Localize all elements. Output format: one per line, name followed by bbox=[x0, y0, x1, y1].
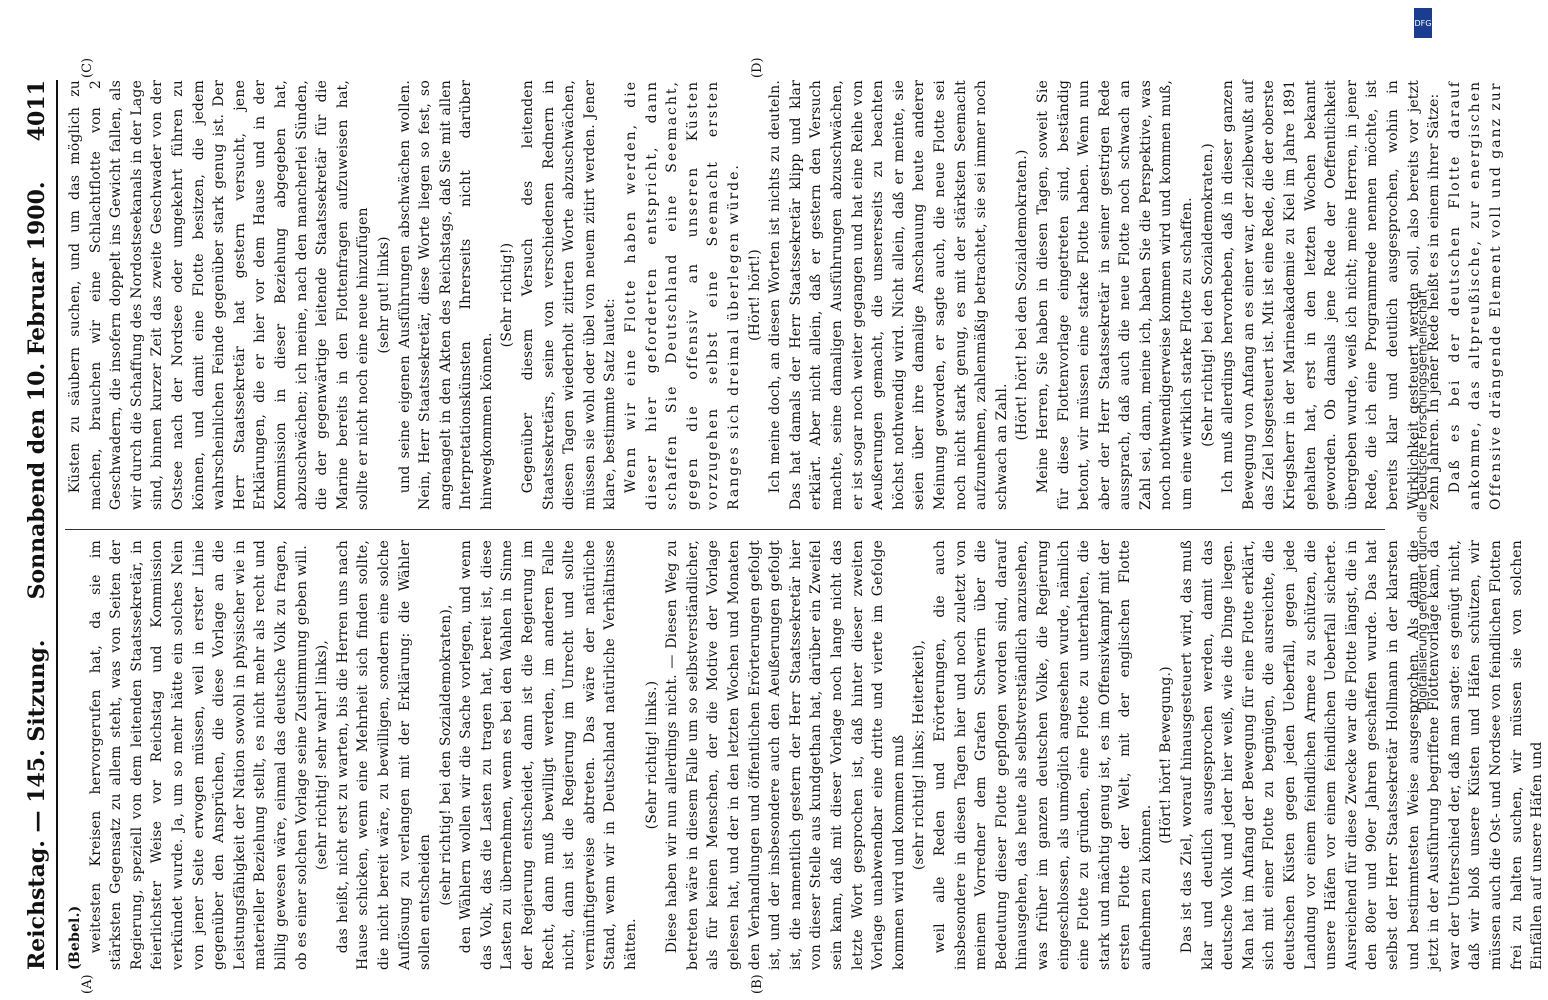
paragraph: Das ist das Ziel, worauf hinausgesteuert wird, das muß klar und deutlich ausgesprochen werden, damit das deutsche Volk und jeder hier weiß, wie die Dinge liegen. Man hat im Anfang der Bewegung für eine Flotte erklärt, sich mit einer Flotte zu begnügen, die ausreichte, die deutschen Küsten gegen jeden Ueberfall, gegen jede Landung vor einem feindlichen Armee zu schützen, die unsere Häfen vor einem feindlichen Ueberfall sicherte. Ausreichend für diese Zwecke war die Flotte längst, die in den 80er und 90er Jahren geschaffen wurde. Das hat selbst der Herr Staatssekretär Hollmann in der klarsten und bestimmtesten Weise ausgesprochen. Als dann die jetzt in der Ausführung begriffene Flottenvorlage kam, da war der Unterschied der, daß man sagte: es genügt nicht, daß wir bloß unsere Küsten und Häfen schützen, wir müssen auch die Ost- und Nordsee von feindlichen Flotten frei zu halten suchen, wir müssen sie von solchen Einfällen auf unsere Häfen und bbox=[1179, 540, 1546, 970]
paragraph: Küsten zu säubern suchen, und um das möglich zu machen, brauchen wir eine Schlachtflotte von 2 Geschwadern, die insofern doppelt ins Gewicht fallen, als wir durch die Schaffung des Nordostseekanals in der Lage sind, binnen kurzer Zeit das zweite Geschwader von der Ostsee nach der Nordsee oder umgekehrt führen zu können, und damit eine Flotte besitzen, die jedem wahrscheinlichen Feinde gegenüber stark genug ist. Der Herr Staatssekretär hat gestern versucht, jene Erklärungen, die er hier vor dem Hause und in der Kommission in dieser Beziehung abgegeben hat, abzuschwächen; ich meine, nach den mancherlei Sünden, die der gegenwärtige leitende Staatssekretär für die Marine bereits in den Flottenfragen aufzuweisen hat, sollte er nicht noch eine neue hinzufügen bbox=[67, 80, 372, 510]
dfg-logo: DFG bbox=[1414, 8, 1432, 38]
paragraph: Ich muß allerdings hervorheben, daß in dieser ganzen Bewegung von Anfang an es einer war, der zielbewußt auf das Ziel losgesteuert ist. Mit ist eine Rede, die der oberste Kriegsherr in der Marineakademie zu Kiel im Jahre 1891 gehalten hat, erst in den letzten Wochen bekannt geworden. Ob damals jene Rede der Oeffentlichkeit übergeben wurde, weiß ich nicht; meine Herren, in jener Rede, die ich eine Programmrede nennen möchte, ist bereits klar und deutlich ausgesprochen, wohin in Wirklichkeit gesteuert werden soll, also bereits vor jetzt zehn Jahren. In jener Rede heißt es in einem ihrer Sätze: bbox=[1220, 80, 1443, 510]
margin-letter-d: (D) bbox=[750, 57, 765, 78]
header-left: Reichstag. — 145. Sitzung. bbox=[24, 639, 50, 970]
speaker-label: (Bebel.) bbox=[67, 905, 83, 970]
quotation: Daß es bei der deutschen Flotte darauf ankomme, das altpreußische, zur energischen Offensive drängende Element voll und ganz zur bbox=[1446, 80, 1504, 510]
interjection: (Hört! hört! Bewegung.) bbox=[1158, 666, 1175, 844]
interjection: (sehr gut! links) bbox=[375, 236, 392, 354]
interjection: (sehr richtig! bei den Sozialdemokraten), bbox=[437, 604, 454, 906]
margin-letter-c: (C) bbox=[80, 57, 95, 78]
header-date: Sonnabend den 10. Februar 1900. bbox=[24, 181, 50, 600]
interjection: (Sehr richtig!) bbox=[499, 242, 516, 348]
margin-letter-a: (A) bbox=[80, 974, 95, 994]
paragraph: weitesten Kreisen hervorgerufen hat, da sie im stärksten Gegensatz zu allem steht, was von Seiten der Regierung, speziell von dem leitenden Staatssekretär, in feierlichster Weise vor Reichstag und Kommission verkündet wurde. Ja, um so mehr hätte ein solches Nein von jener Seite erwogen müssen, weil in erster Linie gegenüber den Ansprüchen, die diese Vorlage an die Leistungsfähigkeit der Nation sowohl in physischer wie in materieller Beziehung stellt, es nicht mehr als recht und billig gewesen wäre, einmal das deutsche Volk zu fragen, ob es einer solchen Vorlage seine Zustimmung geben will. bbox=[87, 540, 310, 970]
paragraph: Meine Herren, Sie haben in diesen Tagen, soweit Sie für diese Flottenvorlage eingetreten sind, beständig betont, wir müssen eine starke Flotte haben. Wenn nun aber der Herr Staatssekretär in seiner gestrigen Rede aussprach, daß auch die neue Flotte noch schwach an Zahl sei, dann, meine ich, haben Sie die Perspektive, was noch nothwendigerweise kommen wird und kommen muß, um eine wirklich starke Flotte zu schaffen. bbox=[1034, 80, 1196, 510]
left-column bbox=[65, 540, 1546, 970]
interjection: (Hört! hört!) bbox=[746, 249, 763, 341]
digitization-credit bbox=[1410, 0, 1434, 1000]
page-header bbox=[10, 80, 58, 970]
column-divider bbox=[65, 529, 1385, 530]
quotation: Wenn wir eine Flotte haben werden, die dieser hier geforderten entspricht, dann schaffen Sie Deutschland eine Seemacht, gegen die offensiv an unseren Küsten vorzugehen selbst eine Seemacht ersten Ranges sich dreimal überlegen würde. bbox=[623, 80, 742, 510]
paragraph: weil alle Reden und Erörterungen, die auch insbesondere in diesen Tagen hier und noch zuletzt von meinem Vorredner dem Grafen Schwerin über die Bedeutung dieser Flotte gepflogen worden sind, darauf hinausgehen, das heute als selbstverständlich anzusehen, was früher im ganzen deutschen Volke, die Regierung eingeschlossen, als unmöglich angesehen wurde, nämlich eine Flotte zu gründen, eine Flotte zu unterhalten, die stark und mächtig genug ist, es im Offensivkampf mit der ersten Flotte der Welt, mit der englischen Flotte aufnehmen zu können. bbox=[931, 540, 1154, 970]
interjection: (sehr richtig! links; Heiterkeit), bbox=[911, 639, 928, 871]
interjection: (sehr richtig! sehr wahr! links), bbox=[314, 639, 331, 871]
paragraph: Ich meine doch, an diesen Worten ist nichts zu deuteln. Das hat damals der Herr Staatssekretär klipp und klar erklärt. Aber nicht allein, daß er gestern den Versuch machte, seine damaligen Ausführungen abzuschwächen, er ist sogar noch weiter gegangen und hat eine Reihe von Aeußerungen gemacht, die unsererseits zu beachten höchst nothwendig wird. Nicht allein, daß er meinte, sie seien über ihre damalige Anschauung heute anderer Meinung geworden, er sagte auch, die neue Flotte sei noch nicht stark genug, es mit der stärksten Seemacht aufzunehmen, zahlenmäßig betrachtet, sie sei immer noch schwach an Zahl. bbox=[767, 80, 1010, 510]
margin-letter-b: (B) bbox=[750, 974, 765, 994]
interjection: (Sehr richtig! bei den Sozialdemokraten.) bbox=[1199, 143, 1216, 447]
interjection: (Sehr richtig! links.) bbox=[643, 680, 660, 830]
paragraph: Gegenüber diesem Versuch des leitenden Staatssekretärs, seine von verschiedenen Rednern in diesen Tagen wiederholt zitirten Worte abzuschwächen, müssen sie wohl oder übel von neuem zitirt werden. Jener klare, bestimmte Satz lautet: bbox=[520, 80, 619, 510]
credit-text: Digitalisierung gefördert durch die Deutsche Forschungsgemeinschaft bbox=[1415, 289, 1430, 711]
page-number: 4011 bbox=[24, 80, 50, 142]
paragraph: Diese haben wir nun allerdings nicht. — Diesen Weg zu betreten wäre in diesem Falle um so selbstverständlicher, als für keinen Menschen, der die Motive der Vorlage gelesen hat, und der in den letzten Wochen und Monaten den Verhandlungen und öffentlichen Erörterungen gefolgt ist, und der insbesondere auch den Aeußerungen gefolgt ist, die namentlich gestern der Herr Staatssekretär hier von dieser Stelle aus kundgethan hat, darüber ein Zweifel sein kann, daß mit dieser Vorlage noch lange nicht das letzte Wort gesprochen ist, daß hinter dieser zweiten Vorlage unabwendbar eine dritte und vierte im Gefolge kommen wird und kommen muß bbox=[664, 540, 907, 970]
paragraph: und seine eigenen Ausführungen abschwächen wollen. Nein, Herr Staatssekretär, diese Worte liegen so fest, so angenagelt in den Akten des Reichstags, daß Sie mit allen Interpretationskünsten Ihrerseits nicht darüber hinwegkommen können. bbox=[396, 80, 495, 510]
paragraph: das heißt, nicht erst zu warten, bis die Herren uns nach Hause schicken, wenn eine Mehrheit sich finden sollte, die nicht bereit wäre, zu bewilligen, sondern eine solche Auflösung zu verlangen mit der Erklärung: die Wähler sollen entscheiden bbox=[334, 540, 434, 970]
paragraph: den Wählern wollen wir die Sache vorlegen, und wenn das Volk, das die Lasten zu tragen hat, bereit ist, diese Lasten zu übernehmen, wenn es bei den Wahlen in Sinne der Regierung entscheidet, dann ist die Regierung im Recht, dann muß bewilligt werden, im anderen Falle nicht, dann ist die Regierung im Unrecht und sollte vernünftigerweise abtreten. Das wäre der natürliche Stand, wenn wir in Deutschland natürliche Verhältnisse hätten. bbox=[458, 540, 640, 970]
interjection: (Hört! hört! bei den Sozialdemokraten.) bbox=[1014, 149, 1031, 441]
